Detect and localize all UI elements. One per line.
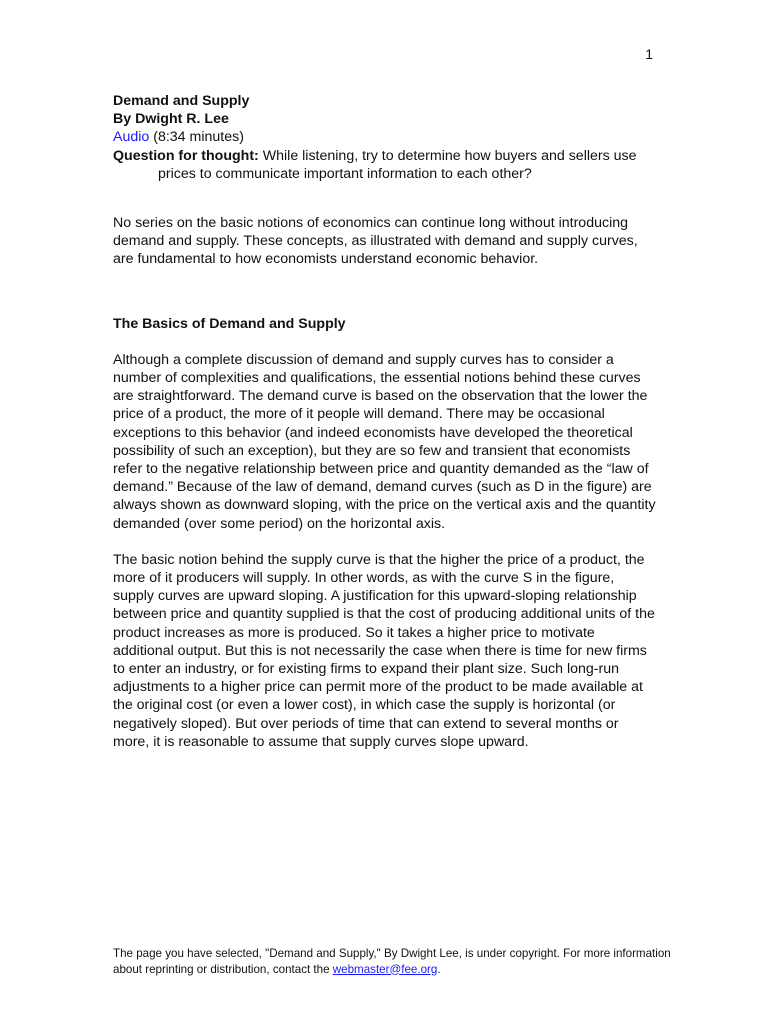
question-label: Question for thought: [113, 147, 259, 164]
section-heading: The Basics of Demand and Supply [113, 315, 346, 332]
audio-duration: (8:34 minutes) [149, 129, 244, 146]
audio-link[interactable]: Audio [113, 129, 150, 146]
question-for-thought [113, 147, 658, 183]
footer-text: The page you have selected, "Demand and Supply," By Dwight Lee, is under copyright. For more information about reprinting or distribution, contact the [113, 947, 671, 976]
page-number: 1 [645, 46, 653, 62]
document-author: By Dwight R. Lee [113, 111, 229, 128]
paragraph-demand: Although a complete discussion of demand and supply curves has to consider a number of complexities and qualifications, the essential notions behind these curves are straightforward. The demand curve is based on the observation that the lower the price of a product, the more of it people will demand. There may be occasional exceptions to this behavior (and indeed economists have developed the theoretical possibility of such an exception), but they are so few and transient that economists refer to the negative relationship between price and quantity demanded as the “law of demand.” Because of the law of demand, demand curves (such as D in the figure) are always shown as downward sloping, with the price on the vertical axis and the quantity demanded (over some period) on the horizontal axis. [113, 351, 656, 532]
document-title: Demand and Supply [113, 93, 250, 109]
intro-paragraph: No series on the basic notions of economics can continue long without introducing demand and supply. These concepts, as illustrated with demand and supply curves, are fundamental to how economists understand economic behavior. [113, 215, 638, 268]
audio-line [113, 128, 658, 146]
copyright-footer [113, 946, 673, 977]
webmaster-email-link[interactable]: webmaster@fee.org [332, 962, 438, 976]
document-body [113, 92, 658, 751]
footer-text-end: . [437, 962, 441, 976]
paragraph-supply: The basic notion behind the supply curve is that the higher the price of a product, the more of it producers will supply. In other words, as with the curve S in the figure, supply curves are upward sloping. A justification for this upward-sloping relationship between price and quantity supplied is that the cost of producing additional units of the product increases as more is produced. So it takes a higher price to motivate additional output. But this is not necessarily the case when there is time for new firms to enter an industry, or for existing firms to expand their plant size. Such long-run adjustments to a higher price can permit more of the product to be made available at the original cost (or even a lower cost), in which case the supply is horizontal (or negatively sloped). But over periods of time that can extend to several months or more, it is reasonable to assume that supply curves slope upward. [113, 551, 655, 750]
question-text: While listening, try to determine how buyers and sellers use prices to communicate important information to each other? [158, 147, 637, 182]
title-block [113, 92, 658, 147]
